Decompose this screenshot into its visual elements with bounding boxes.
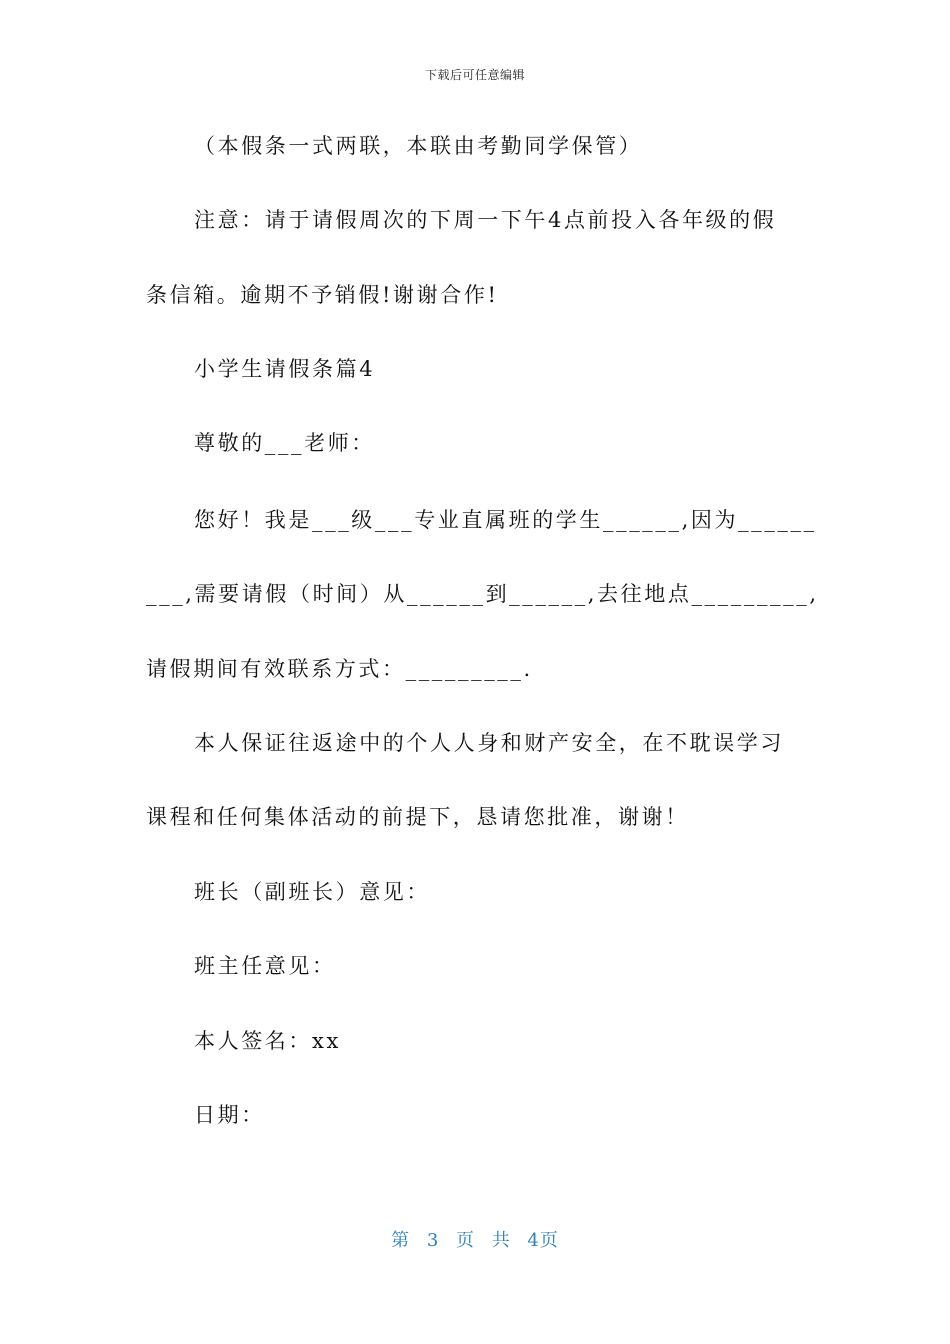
notice-line-2: 条信箱。逾期不予销假!谢谢合作! <box>146 283 499 307</box>
section-heading: 小学生请假条篇4 <box>194 357 376 381</box>
copy-note-line: （本假条一式两联，本联由考勤同学保管） <box>194 134 643 158</box>
guarantee-line-1: 本人保证往返途中的个人人身和财产安全，在不耽误学习 <box>194 731 784 755</box>
page-number-footer: 第 3 页 共 4页 <box>391 1230 559 1251</box>
monitor-opinion-line: 班长（副班长）意见： <box>194 880 430 904</box>
notice-line-1: 注意：请于请假周次的下周一下午4点前投入各年级的假 <box>194 208 777 232</box>
teacher-opinion-line: 班主任意见： <box>194 954 336 978</box>
request-line-1: 您好！我是___级___专业直属班的学生______,因为______ <box>194 508 817 532</box>
salutation-line: 尊敬的___老师： <box>194 431 375 455</box>
contact-line: 请假期间有效联系方式：_________. <box>146 657 533 681</box>
request-line-2: ___,需要请假（时间）从______到______,去往地点_________, <box>146 582 819 606</box>
page-header: 下载后可任意编辑 <box>424 68 525 82</box>
signature-line: 本人签名：xx <box>194 1029 341 1053</box>
date-line: 日期： <box>194 1103 265 1127</box>
guarantee-line-2: 课程和任何集体活动的前提下，恳请您批准，谢谢！ <box>146 805 689 829</box>
